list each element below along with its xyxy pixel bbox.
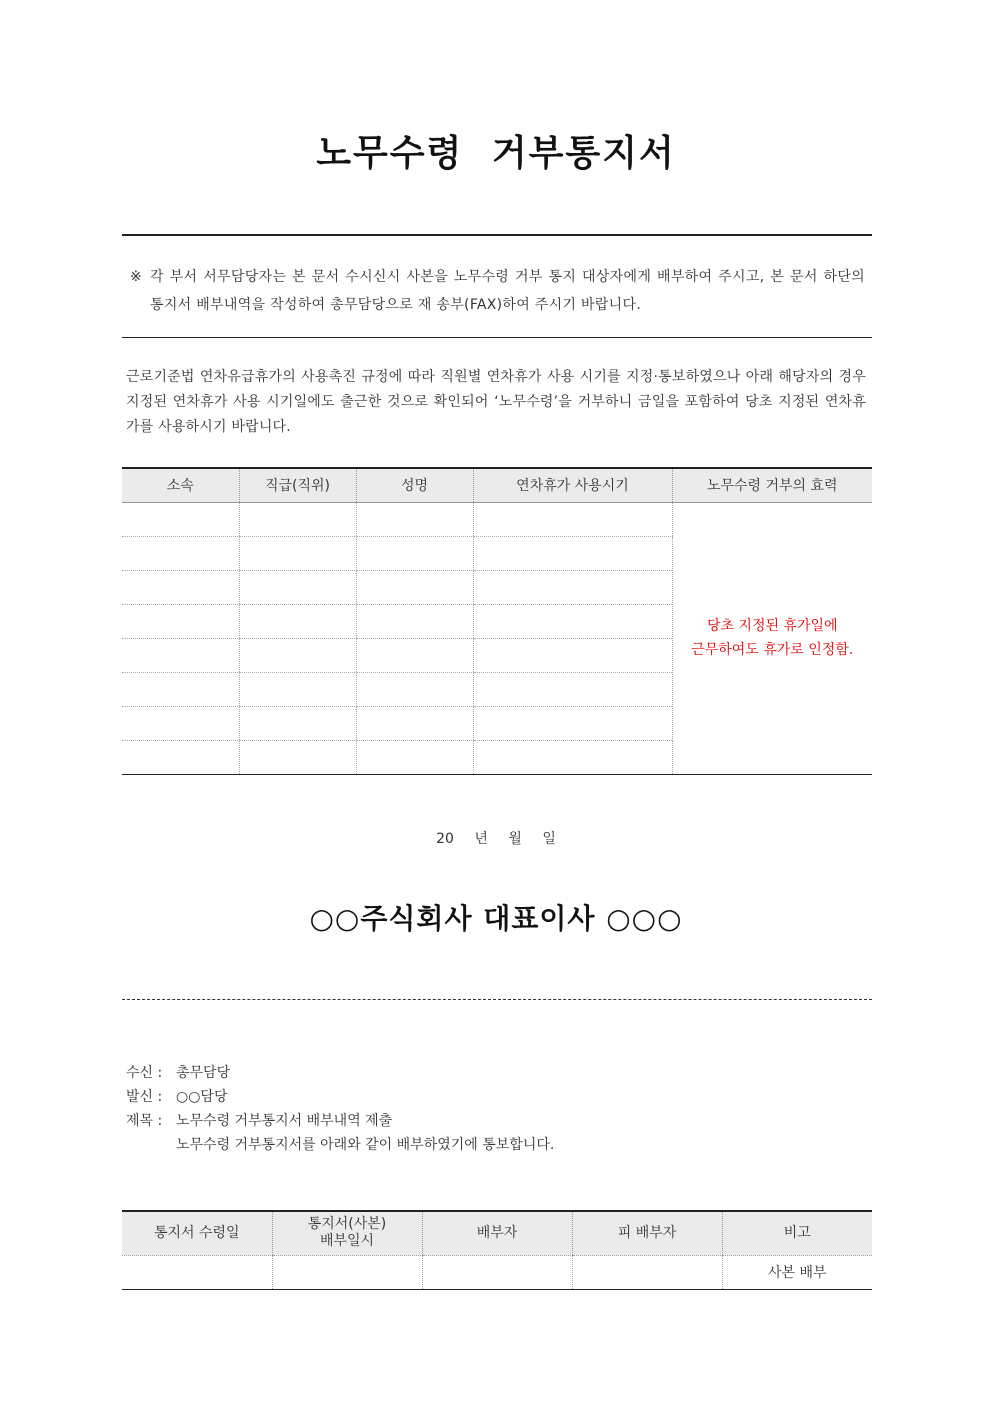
cell-department[interactable] bbox=[122, 604, 239, 638]
employee-table-header bbox=[122, 468, 872, 502]
distribution-memo bbox=[126, 1061, 866, 1157]
cell-distributor[interactable] bbox=[422, 1255, 572, 1289]
issue-date bbox=[0, 828, 992, 848]
effect-line-2: 근무하여도 휴가로 인정함. bbox=[691, 642, 854, 658]
cell-name[interactable] bbox=[356, 706, 473, 740]
refusal-effect-cell bbox=[672, 502, 872, 774]
cell-position[interactable] bbox=[239, 672, 356, 706]
sender-value: ○○담당 bbox=[176, 1089, 228, 1105]
cell-position[interactable] bbox=[239, 570, 356, 604]
header-remarks: 비고 bbox=[722, 1211, 872, 1255]
date-year[interactable]: 20 bbox=[436, 831, 454, 847]
cell-name[interactable] bbox=[356, 638, 473, 672]
cut-line bbox=[122, 999, 872, 1000]
cell-position[interactable] bbox=[239, 638, 356, 672]
cell-name[interactable] bbox=[356, 536, 473, 570]
cell-department[interactable] bbox=[122, 502, 239, 536]
header-distribution-time-line2: 배부일시 bbox=[319, 1233, 375, 1250]
cell-position[interactable] bbox=[239, 740, 356, 774]
header-recipient: 피 배부자 bbox=[572, 1211, 722, 1255]
header-position: 직급(직위) bbox=[239, 468, 356, 502]
recipient-label: 수신 bbox=[126, 1065, 154, 1081]
cell-department[interactable] bbox=[122, 536, 239, 570]
cell-leave-period[interactable] bbox=[473, 536, 672, 570]
header-leave-period: 연차휴가 사용시기 bbox=[473, 468, 672, 502]
notice-text: 각 부서 서무담당자는 본 문서 수시신시 사본을 노무수령 거부 통지 대상자에게 배부하여 주시고, 본 문서 하단의 통지서 배부내역을 작성하여 총무담당으로 재 송부(FAX)하여 주시기 바랍니다. bbox=[150, 269, 865, 313]
header-distribution-time bbox=[272, 1211, 422, 1255]
header-department: 소속 bbox=[122, 468, 239, 502]
cell-received-date[interactable] bbox=[122, 1255, 272, 1289]
distribution-table-header bbox=[122, 1211, 872, 1255]
cell-leave-period[interactable] bbox=[473, 638, 672, 672]
memo-sender bbox=[126, 1085, 866, 1109]
cell-remarks: 사본 배부 bbox=[722, 1255, 872, 1289]
intro-paragraph: 근로기준법 연차유급휴가의 사용촉진 규정에 따라 직원별 연차휴가 사용 시기를 지정·통보하였으나 아래 해당자의 경우 지정된 연차휴가 사용 시기일에도 출근한 것으로 확인되어 ‘노무수령’을 거부하니 금일을 포함하여 당초 지정된 연차휴가를 사용하시기 바랍니다. bbox=[126, 369, 866, 435]
cell-leave-period[interactable] bbox=[473, 740, 672, 774]
cell-department[interactable] bbox=[122, 706, 239, 740]
cell-distribution-time[interactable] bbox=[272, 1255, 422, 1289]
notice-box bbox=[130, 263, 865, 319]
recipient-value: 총무담당 bbox=[176, 1065, 231, 1081]
cell-department[interactable] bbox=[122, 570, 239, 604]
cell-name[interactable] bbox=[356, 604, 473, 638]
cell-name[interactable] bbox=[356, 740, 473, 774]
memo-body: 노무수령 거부통지서를 아래와 같이 배부하였기에 통보합니다. bbox=[176, 1137, 555, 1153]
cell-leave-period[interactable] bbox=[473, 502, 672, 536]
header-distribution-time-line1: 통지서(사본) bbox=[307, 1216, 387, 1233]
subject-value: 노무수령 거부통지서 배부내역 제출 bbox=[176, 1113, 393, 1129]
table-row bbox=[122, 502, 872, 536]
cell-leave-period[interactable] bbox=[473, 672, 672, 706]
distribution-table bbox=[122, 1210, 872, 1290]
subject-label: 제목 bbox=[126, 1113, 154, 1129]
cell-name[interactable] bbox=[356, 570, 473, 604]
divider-top bbox=[122, 234, 872, 236]
separator: : bbox=[157, 1113, 163, 1129]
cell-name[interactable] bbox=[356, 672, 473, 706]
sender-label: 발신 bbox=[126, 1089, 154, 1105]
date-month-unit: 월 bbox=[508, 831, 522, 847]
cell-department[interactable] bbox=[122, 672, 239, 706]
cell-position[interactable] bbox=[239, 604, 356, 638]
cell-name[interactable] bbox=[356, 502, 473, 536]
table-row bbox=[122, 1255, 872, 1289]
date-day-unit: 일 bbox=[542, 831, 556, 847]
cell-department[interactable] bbox=[122, 740, 239, 774]
cell-position[interactable] bbox=[239, 502, 356, 536]
company-signature: ○○주식회사 대표이사 ○○○ bbox=[309, 902, 683, 935]
cell-leave-period[interactable] bbox=[473, 604, 672, 638]
separator: : bbox=[157, 1089, 163, 1105]
header-received-date: 통지서 수령일 bbox=[122, 1211, 272, 1255]
effect-line-1: 당초 지정된 휴가일에 bbox=[706, 618, 838, 634]
memo-recipient bbox=[126, 1061, 866, 1085]
cell-leave-period[interactable] bbox=[473, 706, 672, 740]
cell-recipient[interactable] bbox=[572, 1255, 722, 1289]
reference-mark: ※ bbox=[130, 269, 143, 285]
divider-notice bbox=[122, 337, 872, 338]
date-year-unit: 년 bbox=[474, 831, 488, 847]
cell-department[interactable] bbox=[122, 638, 239, 672]
employee-table bbox=[122, 467, 872, 775]
separator: : bbox=[157, 1065, 163, 1081]
cell-leave-period[interactable] bbox=[473, 570, 672, 604]
header-name: 성명 bbox=[356, 468, 473, 502]
cell-position[interactable] bbox=[239, 706, 356, 740]
memo-subject bbox=[126, 1109, 866, 1133]
cell-position[interactable] bbox=[239, 536, 356, 570]
document-title: 노무수령 거부통지서 bbox=[316, 133, 676, 174]
header-distributor: 배부자 bbox=[422, 1211, 572, 1255]
header-refusal-effect: 노무수령 거부의 효력 bbox=[672, 468, 872, 502]
